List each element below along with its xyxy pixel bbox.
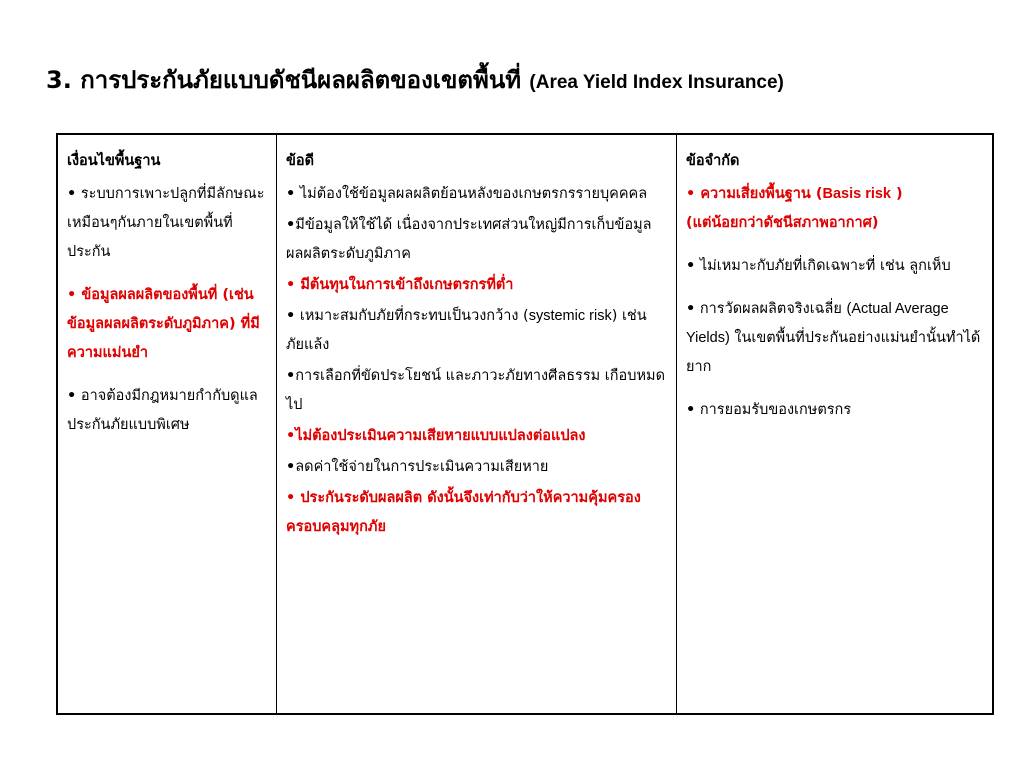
title-english: (Area Yield Index Insurance) bbox=[529, 72, 784, 93]
column-header: เงื่อนไขพื้นฐาน bbox=[67, 153, 161, 169]
item-text: มีข้อมูลให้ใช้ได้ เนื่องจากประเทศส่วนใหญ่มีการเก็บข้อมูลผลผลิตระดับภูมิภาค bbox=[286, 217, 652, 262]
list-item bbox=[286, 211, 668, 269]
item-text: มีต้นทุนในการเข้าถึงเกษตรกรที่ต่ำ bbox=[300, 277, 514, 293]
item-text: ประกันระดับผลผลิต ดังนั้นจึงเท่ากับว่าให้ความคุ้มครองครอบคลุมทุกภัย bbox=[286, 490, 641, 535]
column-basic-conditions bbox=[57, 134, 277, 714]
item-text: การเลือกที่ขัดประโยชน์ และภาวะภัยทางศีลธรรม เกือบหมดไป bbox=[286, 368, 665, 413]
bullet-icon: • bbox=[67, 186, 77, 202]
bullet-icon: • bbox=[686, 186, 696, 202]
list-item bbox=[286, 484, 668, 542]
list-item bbox=[686, 180, 984, 238]
list-item bbox=[286, 453, 668, 482]
column-limitations bbox=[677, 134, 994, 714]
item-text: อาจต้องมีกฎหมายกำกับดูแลประกันภัยแบบพิเศษ bbox=[67, 388, 258, 433]
list-item bbox=[686, 295, 984, 382]
item-text: เหมาะสมกับภัยที่กระทบเป็นวงกว้าง ( bbox=[299, 308, 529, 324]
item-text: การยอมรับของเกษตรกร bbox=[699, 402, 852, 418]
list-item bbox=[286, 180, 668, 209]
item-text: ไม่ต้องใช้ข้อมูลผลผลิตย้อนหลังของเกษตรกรรายบุคคคล bbox=[299, 186, 648, 202]
item-text: ) เช่น ภัยแล้ง bbox=[286, 308, 647, 353]
title-thai: การประกันภัยแบบดัชนีผลผลิตของเขตพื้นที่ bbox=[80, 66, 522, 94]
bullet-icon: • bbox=[286, 186, 296, 202]
bullet-icon: • bbox=[686, 301, 696, 317]
list-item bbox=[686, 396, 984, 425]
bullet-icon: • bbox=[286, 308, 296, 324]
item-text: ไม่ต้องประเมินความเสียหายแบบแปลงต่อแปลง bbox=[295, 428, 586, 444]
column-advantages bbox=[277, 134, 677, 714]
bullet-icon: • bbox=[686, 402, 696, 418]
column-header: ข้อจำกัด bbox=[686, 153, 740, 169]
page-title bbox=[46, 62, 1016, 101]
bullet-icon: • bbox=[286, 277, 296, 293]
list-item bbox=[286, 422, 668, 451]
item-text: ข้อมูลผลผลิตของพื้นที่ (เช่น ข้อมูลผลผลิตระดับภูมิภาค) ที่มีความแม่นยำ bbox=[67, 287, 260, 361]
item-text: ในเขตพื้นที่ประกันอย่างแม่นยำนั้นทำได้ยาก bbox=[686, 330, 981, 375]
title-number: 3. bbox=[46, 66, 72, 94]
list-item bbox=[67, 281, 268, 368]
bullet-icon: • bbox=[286, 368, 296, 384]
list-item bbox=[286, 271, 668, 300]
bullet-icon: • bbox=[286, 428, 296, 444]
bullet-icon: • bbox=[686, 258, 696, 274]
item-text: ) bbox=[891, 186, 903, 202]
item-text-english: Basis risk bbox=[822, 186, 891, 202]
item-text: ลดค่าใช้จ่ายในการประเมินความเสียหาย bbox=[295, 459, 549, 475]
item-text: การวัดผลผลิตจริงเฉลี่ย bbox=[699, 301, 847, 317]
item-text: ความเสี่ยงพื้นฐาน ( bbox=[700, 186, 823, 202]
bullet-icon: • bbox=[286, 490, 296, 506]
list-item bbox=[686, 252, 984, 281]
list-item bbox=[286, 302, 668, 360]
table-row bbox=[57, 134, 993, 714]
bullet-icon: • bbox=[286, 459, 296, 475]
item-text: ไม่เหมาะกับภัยที่เกิดเฉพาะที่ เช่น ลูกเห็บ bbox=[699, 258, 951, 274]
bullet-icon: • bbox=[67, 287, 77, 303]
bullet-icon: • bbox=[286, 217, 296, 233]
item-text: (แต่น้อยกว่าดัชนีสภาพอากาศ) bbox=[686, 215, 879, 231]
item-text-english: (Actual Average Yields) bbox=[686, 301, 949, 346]
item-text: ระบบการเพาะปลูกที่มีลักษณะเหมือนๆกันภายในเขตพื้นที่ประกัน bbox=[67, 186, 265, 260]
column-header: ข้อดี bbox=[286, 153, 315, 169]
list-item bbox=[67, 382, 268, 440]
bullet-icon: • bbox=[67, 388, 77, 404]
item-text-english: systemic risk bbox=[528, 308, 612, 324]
comparison-table bbox=[56, 133, 994, 715]
list-item bbox=[286, 362, 668, 420]
list-item bbox=[67, 180, 268, 267]
